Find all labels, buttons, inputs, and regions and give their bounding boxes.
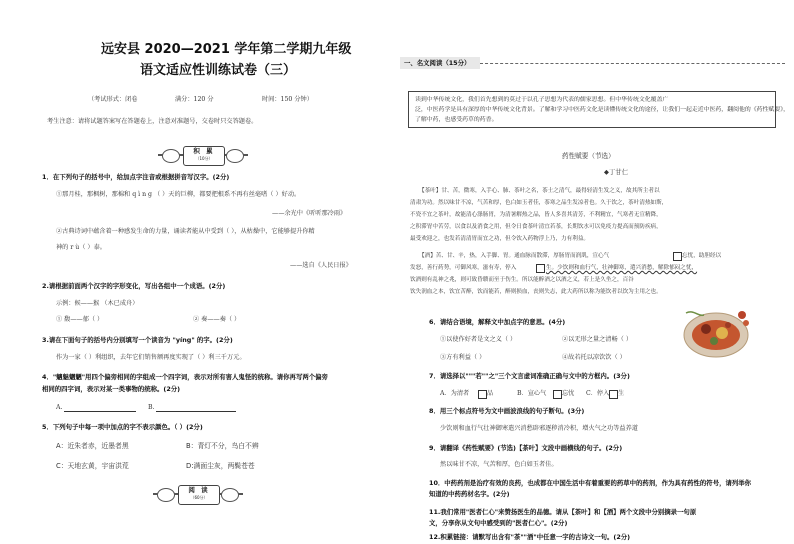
article-title: 药性赋要（节选） xyxy=(562,152,615,160)
q5-stem: 5．下列句子中每一项中加点的字不表示颜色。（ ）(2分) xyxy=(42,423,203,431)
herb-plate-image xyxy=(680,305,752,361)
intro-line2: 泛，中医药学是具有深厚的中华传统文化背景。了解和学习中医药文化是读懂传统文化的途径，让我们一起走近中医药，翻阅他的《药性赋要》， xyxy=(415,107,790,113)
wine-line1-tail: 忘忧，助胆经以 xyxy=(682,253,722,259)
ornament-left-icon xyxy=(157,488,175,502)
section-name: 阅 读 xyxy=(188,486,210,494)
q7-c: C．停入 xyxy=(586,390,610,397)
q6-stem: 6．请结合语境，解释文中加点字的意思。(4分) xyxy=(429,318,566,326)
q10-stem-line1: 10．中药药剂是治疗有效的良药，也成都在中国生活中有着重要的药草中的药剂，作为具有药性的符号，请列举你 xyxy=(429,479,752,487)
intro-box xyxy=(408,91,790,128)
article-author: ◆丁甘仁 xyxy=(604,168,629,176)
q2-example: 示例：候——猴 （木已成舟） xyxy=(56,300,139,307)
q6-a: ①以使作好者是文之义（ ） xyxy=(440,336,517,343)
q8-sentence: 少饮则和血行气壮神御寒遣兴消愁辟邪逐秽消冷积，增火气之功等益养道 xyxy=(440,425,638,432)
section-label: 一、名文阅读（15分） xyxy=(404,59,471,67)
q7-b: B．宣心气 xyxy=(517,390,547,397)
q1-b-line1: ②古典诗词中蕴含着一种感发生命的力量，诵读者能从中受到（ ），从枯燥中，它能够提升你精 xyxy=(56,228,315,235)
q1-a-line: ①那月桂，那枫树，那棉和 q ì n g （ ）天的巨柳，都要把根系不再有丝毫嗜（ ）好动。 xyxy=(56,191,301,198)
section-points: （10分） xyxy=(195,156,213,161)
exam-time: 时间：150 分钟） xyxy=(262,96,313,103)
section-points: （60分） xyxy=(190,495,208,500)
wine-line1: 【酒】苦、甘、辛，热，入手脚、胃。通血脉而散滞，厚肠胃而润肌，宣心气 xyxy=(419,253,610,259)
q3-stem: 3.请在下面句子的括号内分别填写一个读音为 "yíng" 的字。(2分) xyxy=(42,336,233,344)
q5-option-d[interactable]: D:满面尘灰，两鬓苍苍 xyxy=(186,462,255,470)
q1-a-source: ——余光中《听听那冷雨》 xyxy=(272,210,347,217)
q2-item2: ② 奏——奏（ ） xyxy=(193,316,241,323)
q4-a-label: A. xyxy=(56,404,63,411)
exam-score: 满分：120 分 xyxy=(175,96,214,103)
q6-d: ④故若托以凉饮饮（ ） xyxy=(562,354,626,361)
q7-c-box[interactable] xyxy=(609,390,618,399)
fill-box-1[interactable] xyxy=(673,252,682,261)
q4-a-blank[interactable] xyxy=(64,411,136,412)
wine-line4: 饮失润血之本，饮宜苦醉，饮而能若，醉则损血，丧则失志，此大药所以称为能饮者以饮为主用之也。 xyxy=(410,289,662,295)
intro-line3: 了解中药，也感受药草的药香。 xyxy=(415,117,498,123)
q1-stem: 1．在下列句子的括号中，给加点字注音或根据拼音写汉字。(2分) xyxy=(42,173,230,181)
tea-line3: 不瓷不宜之茶叶，故能清心涤肠胃，为清暑解热之品，皆人多喜其清芳，不利精宜，气寒者无宣精降， xyxy=(410,212,662,218)
wine-line3: 饮酒则有乱神之兆，则可致昏聩而至于伤生。所以能醉酒之以酒之义，若上是久坐之，百谷 xyxy=(410,277,634,283)
q1-b-source: ——选自《人民日报》 xyxy=(290,262,352,269)
q3-line: 作为一家（ ）利组织，去年它们销售额再度实现了（ ）利三千万元。 xyxy=(56,354,246,361)
ornament-left-icon xyxy=(162,149,180,163)
q5-option-b[interactable]: B：青灯不分，鸟白不辨 xyxy=(186,442,259,450)
q11-stem-line2: 文，分享你从文句中感受到的"医者仁心"。(2分) xyxy=(429,519,568,527)
tea-line2: 清肃为功。然以味甘不凉，气苦和厚，色白如玉者佳，茶寒之品生发凉者也。久于饮之，茶叶清热如斯， xyxy=(410,200,668,206)
exam-title-line2: 语文适应性训练试卷（三） xyxy=(140,63,297,78)
tea-line5: 最受欢迎之，也发若清清胃而宜之功，但令饮入药物浮上乃，力有利益。 xyxy=(410,236,590,242)
q4-stem-line2: 相同的四字词，表示对某一类事物的统称。(2分) xyxy=(42,385,181,393)
q2-item1: ① 馥——郁（ ） xyxy=(56,316,104,323)
candidate-notice: 考生注意：请将试题答案写在答题卷上，注意对准题号，交卷时只交答题卷。 xyxy=(47,118,258,125)
ornament-right-icon xyxy=(221,488,239,502)
fill-box-2[interactable] xyxy=(536,264,545,273)
section-header-bar xyxy=(400,57,785,69)
q7-a-tail: 品 xyxy=(487,390,494,397)
q7-stem: 7．请选择以"""若""之"三个文言虚词准确正确与文中的方框内。(3分) xyxy=(429,372,630,380)
q4-b-label: B. xyxy=(148,404,155,411)
q4-stem-line1: 4．"魑魅魍魉"用四个偏旁相同的字组成一个四字词，表示对所有害人鬼怪的统称。请你再写两个偏旁 xyxy=(42,373,328,381)
section-seal-reading xyxy=(153,485,243,503)
tea-line1: 【茶叶】甘、苦，微寒，入手心、肺、茶叶之名，茶士之清气，最得轻清生发之义，故其所主者以 xyxy=(419,188,660,194)
exam-form: （考试形式：闭卷 xyxy=(88,96,138,103)
q11-stem-line1: 11.我们常用"医者仁心"来赞扬医生的品德。请从【茶叶】和【酒】两个文段中分别摘录一句原 xyxy=(429,508,697,516)
q5-option-c[interactable]: C：天地玄黄，宇宙洪荒 xyxy=(56,462,129,470)
q6-b: ②以无形之量之清畅（ ） xyxy=(562,336,633,343)
q7-c-tail: 生 xyxy=(618,390,625,397)
q7-b-tail: 忘忧 xyxy=(562,390,575,397)
q8-stem: 8．用三个标点符号为文中画波浪线的句子断句。(3分) xyxy=(429,407,585,415)
q7-a-box[interactable] xyxy=(478,390,487,399)
tea-line4: 之积滞胃中苦劳，以食以及消食之用，但令日食茶叶清宜若茶，长期饮水可以免疫力提高而预防疾病， xyxy=(410,224,662,230)
intro-line1: 读到中华传统文化，我们首先想到的莫过于以孔子思想为代表的儒家思想。但中华传统文化覆盖广 xyxy=(415,97,669,103)
q6-c: ③方有利益（ ） xyxy=(440,354,486,361)
wine-line2-tail: 生。少饮则和血行气，壮神御寒，遣兴消愁，解除郁闷之忧， xyxy=(546,265,698,271)
q5-option-a[interactable]: A：近朱者赤，近墨者黑 xyxy=(56,442,129,450)
section-name: 积 累 xyxy=(193,147,215,155)
q4-b-blank[interactable] xyxy=(156,411,236,412)
section-seal-accumulation xyxy=(158,146,248,164)
ornament-right-icon xyxy=(226,149,244,163)
q9-stem: 9．请翻译《药性赋要》(节选)【茶叶】文段中画横线的句子。(2分) xyxy=(429,444,623,452)
wine-line2: 发怒，善行药势，可御风寒，滋有寿，停入 xyxy=(410,265,517,271)
q1-b-line2: 神的 r ù（ ）泰。 xyxy=(56,244,106,251)
q12-stem: 12.积累链接：请默写出含有"茶""酒"中任意一字的古诗文一句。(2分) xyxy=(429,533,631,541)
q2-stem: 2.请根据前面两个汉字的字形变化，写出各组中一个成语。(2分) xyxy=(42,282,226,290)
q7-b-box[interactable] xyxy=(553,390,562,399)
q9-sentence: 然以味甘不凉，气苦和厚，色白如玉者佳。 xyxy=(440,461,558,468)
q10-stem-line2: 知道的中药药材名字。(2分) xyxy=(429,490,510,498)
q7-a: A．为清者 xyxy=(440,390,470,397)
exam-title-line1: 远安县 2020—2021 学年第二学期九年级 xyxy=(101,42,352,57)
section-dashed-line xyxy=(480,63,785,64)
